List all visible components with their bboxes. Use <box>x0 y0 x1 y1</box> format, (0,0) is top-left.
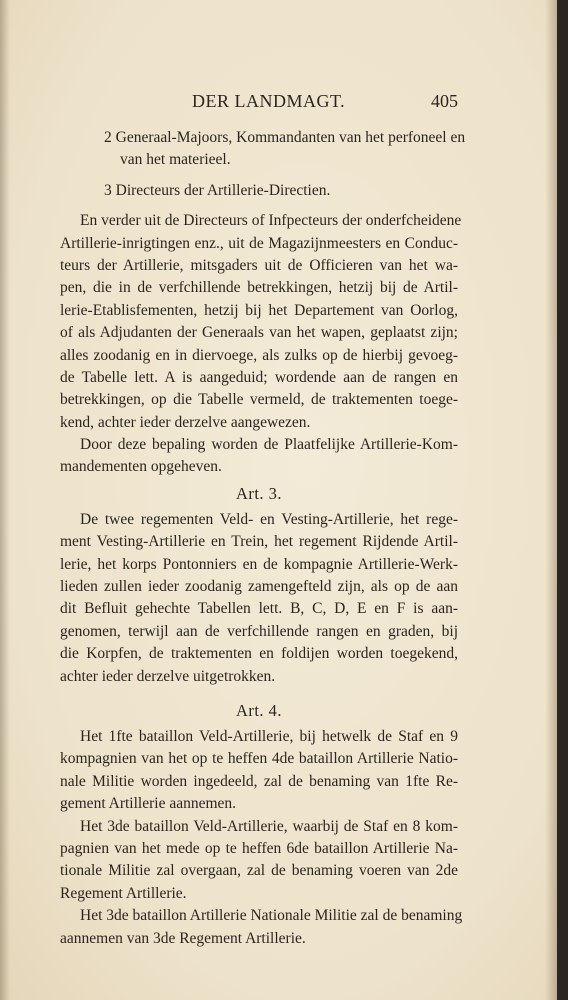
paragraph-line: die Korpfen, de traktementen en foldijen worden toegekend, <box>60 645 458 663</box>
paragraph-line: Het 3de bataillon Artillerie Nationale Militie zal de benaming <box>80 907 463 925</box>
paragraph-line: nale Militie worden ingedeeld, zal de benaming van 1fte Re- <box>60 772 458 790</box>
paragraph-line: genomen, terwijl aan de verfchillende rangen en graden, bij <box>60 622 458 640</box>
paragraph-line: mandementen opgeheven. <box>60 458 222 476</box>
paragraph-line: ment Vesting-Artillerie en Trein, het regement Rijdende Artil- <box>60 533 458 551</box>
paragraph-line: tionale Militie zal overgaan, zal de benaming voeren van 2de <box>60 862 458 880</box>
paragraph-bepaling <box>60 434 458 479</box>
paragraph-line: lerie, het korps Pontonniers en de kompagnie Artillerie-Werk- <box>60 555 458 573</box>
paragraph-line: kompagnien van het op te heffen 4de bataillon Artillerie Natio- <box>60 750 458 768</box>
paragraph-line: pen, die in de verfchillende betrekkingen, hetzij bij de Artil- <box>60 279 458 297</box>
paragraph-line: Regement Artillerie. <box>60 884 187 902</box>
paragraph-line: Het 1fte bataillon Veld-Artillerie, bij hetwelk de Staf en 9 <box>80 727 458 745</box>
paragraph-line: betrekkingen, op die Tabelle vermeld, de traktementen toege- <box>60 391 458 409</box>
list-item-2-line: 2 Generaal-Majoors, Kommandanten van het perfoneel en <box>104 129 466 146</box>
running-head: DER LANDMAGT. <box>192 91 346 111</box>
paragraph-article-3 <box>60 509 458 688</box>
paragraph-line: teurs der Artillerie, mitsgaders uit de Officieren van het wa- <box>60 256 458 274</box>
page-edge-shadow <box>545 0 557 1000</box>
article-3-heading: Art. 3. <box>235 483 283 503</box>
page-gutter-shadow <box>0 0 10 1000</box>
paragraph-line: gement Artillerie aannemen. <box>60 795 237 813</box>
paragraph-article-4-third <box>60 905 463 950</box>
article-4-heading: Art. 4. <box>235 700 283 720</box>
paragraph-article-4-first <box>60 726 458 816</box>
paragraph-line: of als Adjudanten der Generaals van het wapen, geplaatst zijn; <box>60 324 458 342</box>
list-item-3-line: 3 Directeurs der Artillerie-Directien. <box>104 181 331 199</box>
paragraph-line: aannemen van 3de Regement Artillerie. <box>60 929 306 947</box>
page-number: 405 <box>431 91 458 111</box>
paragraph-line: De twee regementen Veld- en Vesting-Artillerie, het rege- <box>80 510 458 528</box>
paragraph-line: Artillerie-inrigtingen enz., uit de Magazijnmeesters en Conduc- <box>60 234 458 252</box>
paragraph-line: de Tabelle lett. A is aangeduid; wordende aan de rangen en <box>60 368 458 386</box>
paragraph-line: kend, achter ieder derzelve aangewezen. <box>60 413 311 431</box>
paragraph-line: pagnien van het mede op te heffen 6de bataillon Artillerie Na- <box>60 839 458 857</box>
page-header <box>60 91 458 117</box>
paragraph-line: Door deze bepaling worden de Plaatfelijke Artillerie-Kom- <box>80 436 458 454</box>
paragraph-line: En verder uit de Directeurs of Infpecteurs der onderfcheidene <box>80 212 462 230</box>
paragraph-line: alles zoodanig en in diervoege, als zulks op de hierbij gevoeg- <box>60 346 458 364</box>
paragraph-line: Het 3de bataillon Veld-Artillerie, waarbij de Staf en 8 kom- <box>80 817 458 835</box>
paragraph-article-4-second <box>60 816 458 906</box>
paragraph-line: lerie-Etablisfementen, hetzij bij het Departement van Oorlog, <box>60 301 458 319</box>
paragraph-line: dit Befluit gehechte Tabellen lett. B, C, D, E en F is aan- <box>60 600 458 618</box>
paragraph-line: lieden zullen ieder zoodanig zamengefteld zijn, als op de aan <box>60 578 458 596</box>
paragraph-directeurs <box>60 210 462 434</box>
paragraph-line: achter ieder derzelve uitgetrokken. <box>60 667 276 685</box>
list-item-2-continuation: van het materieel. <box>120 151 231 169</box>
page-body <box>60 127 466 950</box>
